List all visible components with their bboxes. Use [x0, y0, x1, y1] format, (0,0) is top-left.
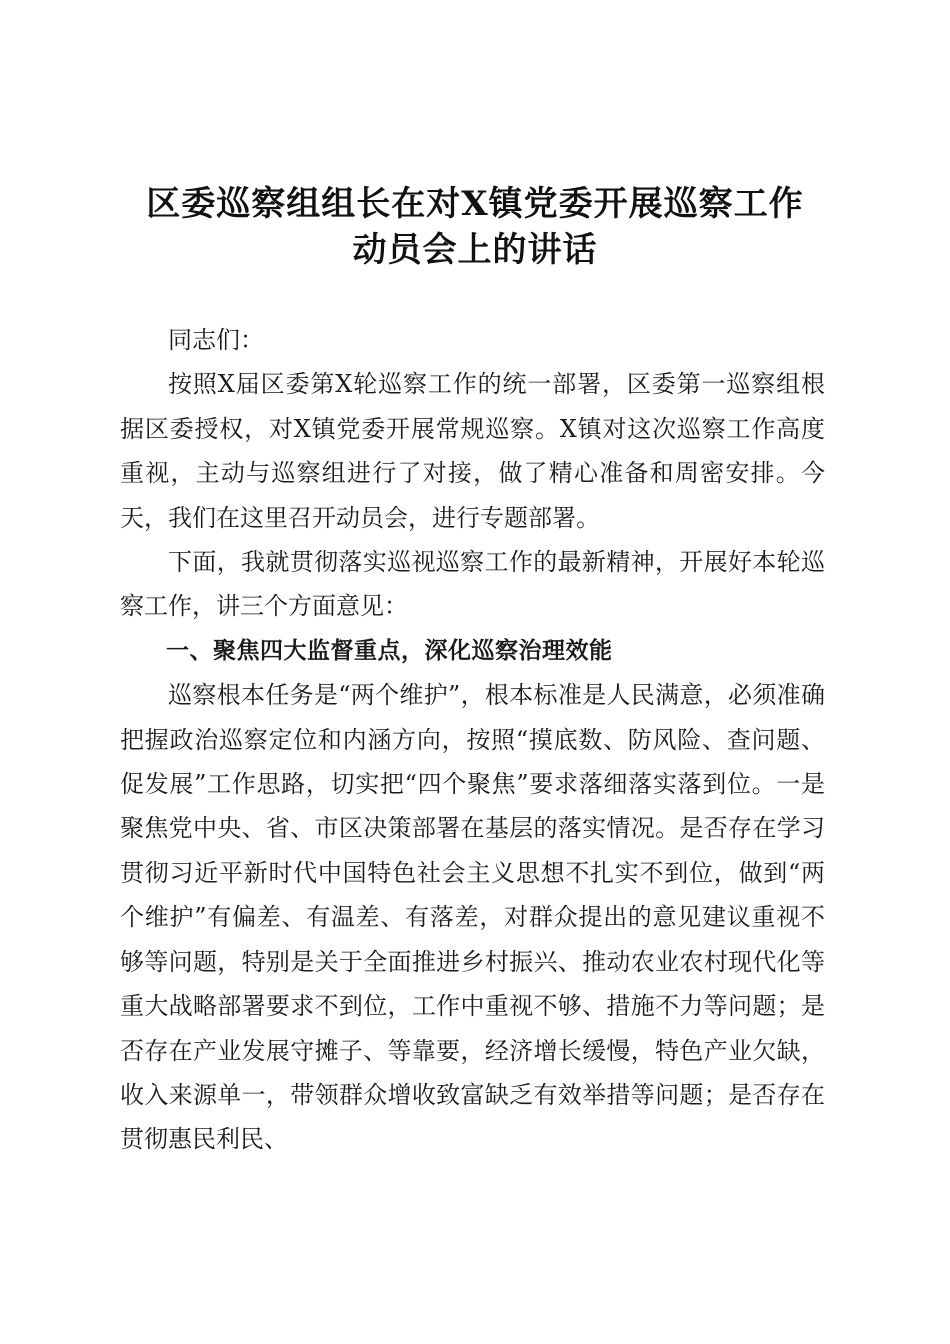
- document-title-line-2: 动员会上的讲话: [352, 230, 598, 270]
- document-title-line-1: 区委巡察组组长在对X镇党委开展巡察工作: [146, 184, 804, 224]
- paragraph-outline: 下面，我就贯彻落实巡视巡察工作的最新精神，开展好本轮巡察工作，讲三个方面意见：: [120, 548, 825, 621]
- salutation: 同志们：: [168, 326, 264, 354]
- paragraph-intro: 按照X届区委第X轮巡察工作的统一部署，区委第一巡察组根据区委授权，对X镇党委开展常规巡察。X镇对这次巡察工作高度重视，主动与巡察组进行了对接，做了精心准备和周密安排。今天，我们在这里召开动员会，进行专题部署。: [120, 370, 825, 532]
- paragraph-section-1: 巡察根本任务是“两个维护”，根本标准是人民满意，必须准确把握政治巡察定位和内涵方向，按照“摸底数、防风险、查问题、促发展”工作思路，切实把“四个聚焦”要求落细落实落到位。一是聚焦党中央、省、市区决策部署在基层的落实情况。是否存在学习贯彻习近平新时代中国特色社会主义思想不扎实不到位，做到“两个维护”有偏差、有温差、有落差，对群众提出的意见建议重视不够等问题，特别是关于全面推进乡村振兴、推动农业农村现代化等重大战略部署要求不到位，工作中重视不够、措施不力等问题；是否存在产业发展守摊子、等靠要，经济增长缓慢，特色产业欠缺，收入来源单一，带领群众增收致富缺乏有效举措等问题；是否存在贯彻惠民利民、: [120, 681, 825, 1154]
- section-heading-1: 一、聚焦四大监督重点，深化巡察治理效能: [166, 637, 613, 664]
- document-body: [120, 318, 825, 1162]
